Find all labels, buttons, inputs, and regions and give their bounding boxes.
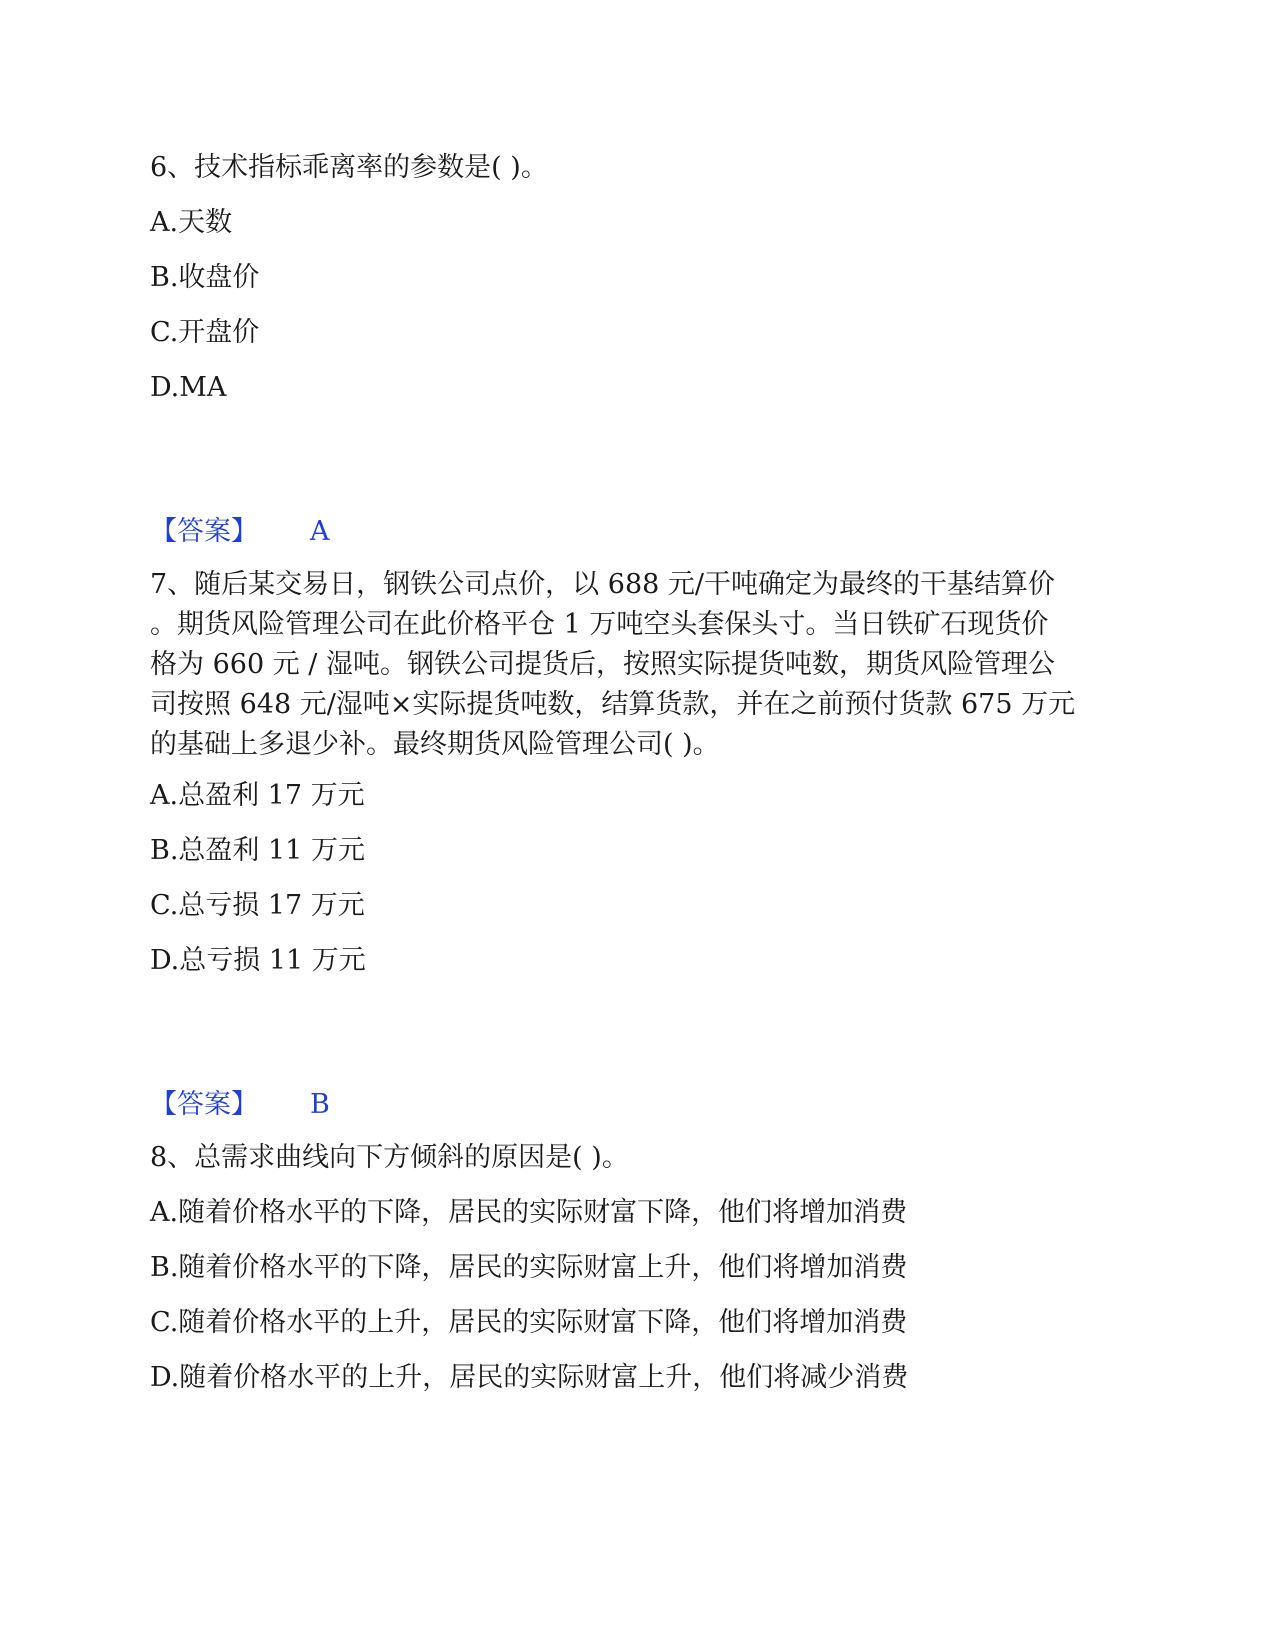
question-7-option-b: B.总盈利 11 万元 xyxy=(150,835,365,866)
answer-label: 【答案】 xyxy=(150,516,258,547)
question-6-option-b: B.收盘价 xyxy=(150,262,260,293)
question-7-stem-line: 7、随后某交易日，钢铁公司点价，以 688 元/干吨确定为最终的干基结算价 xyxy=(150,569,1055,600)
question-6-answer xyxy=(150,512,330,552)
question-7-option-d: D.总亏损 11 万元 xyxy=(150,945,366,976)
question-8-stem: 8、总需求曲线向下方倾斜的原因是( )。 xyxy=(150,1142,629,1173)
question-8-option-a: A.随着价格水平的下降，居民的实际财富下降，他们将增加消费 xyxy=(150,1197,908,1228)
question-7-option-a: A.总盈利 17 万元 xyxy=(150,780,365,811)
question-6-option-c: C.开盘价 xyxy=(150,317,260,348)
question-7-option-c: C.总亏损 17 万元 xyxy=(150,890,365,921)
answer-value: B xyxy=(310,1089,330,1120)
question-8-option-d: D.随着价格水平的上升，居民的实际财富上升，他们将减少消费 xyxy=(150,1362,909,1393)
question-8-option-c: C.随着价格水平的上升，居民的实际财富下降，他们将增加消费 xyxy=(150,1307,908,1338)
answer-value: A xyxy=(310,516,330,547)
question-7-stem-line: 格为 660 元 / 湿吨。钢铁公司提货后，按照实际提货吨数，期货风险管理公 xyxy=(150,649,1055,680)
question-7-answer xyxy=(150,1085,330,1125)
question-6-stem: 6、技术指标乖离率的参数是( )。 xyxy=(150,152,548,183)
question-7-stem xyxy=(150,565,1110,765)
question-6-option-a: A.天数 xyxy=(150,207,233,238)
question-7-stem-line: 司按照 648 元/湿吨×实际提货吨数，结算货款，并在之前预付货款 675 万元 xyxy=(150,689,1076,720)
question-7-stem-line: 的基础上多退少补。最终期货风险管理公司( )。 xyxy=(150,729,720,760)
question-7-stem-line: 。期货风险管理公司在此价格平仓 1 万吨空头套保头寸。当日铁矿石现货价 xyxy=(150,609,1049,640)
question-6-option-d: D.MA xyxy=(150,372,227,403)
question-8-option-b: B.随着价格水平的下降，居民的实际财富上升，他们将增加消费 xyxy=(150,1252,908,1283)
answer-label: 【答案】 xyxy=(150,1089,258,1120)
